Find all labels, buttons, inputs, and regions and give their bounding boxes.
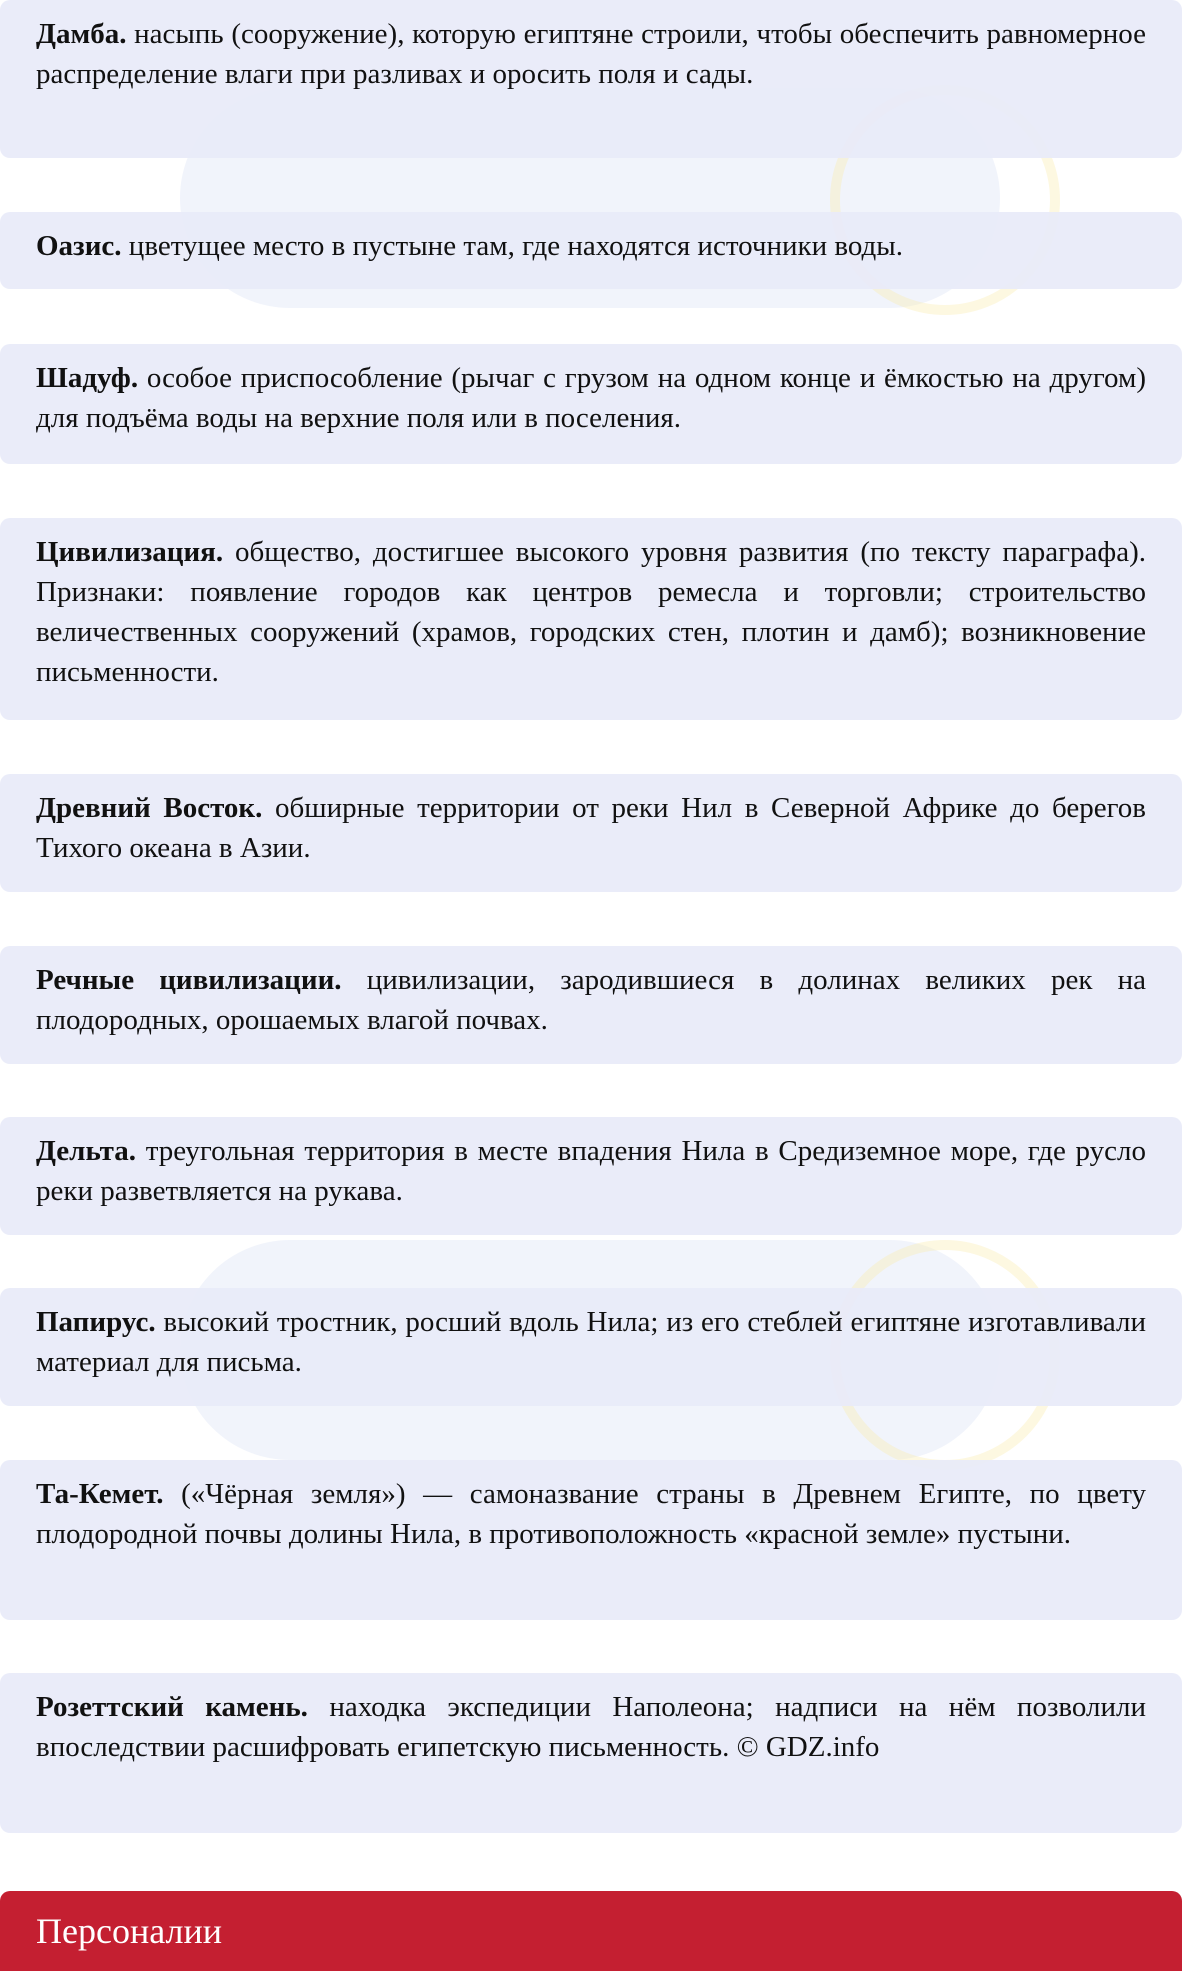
definition-card — [0, 1117, 1182, 1235]
definition: обширные территории от реки Нил в Северной Африке до берегов Тихого океана в Азии. — [36, 792, 1147, 864]
term: Оазис. — [36, 230, 122, 262]
definition-card — [0, 344, 1182, 464]
term: Папирус. — [36, 1306, 156, 1338]
section-header-bar — [0, 1891, 1182, 1971]
definition: общество, достигшее высокого уровня развития (по тексту параграфа). Признаки: появление городов как центров ремесла и торговли; строительство величественных сооружений (храмов, городских стен, плотин и дамб); возникновение письменности. — [36, 536, 1146, 688]
term: Дельта. — [36, 1135, 137, 1167]
definition: высокий тростник, росший вдоль Нила; из его стеблей египтяне изготавливали материал для письма. — [36, 1306, 1147, 1378]
definition: находка экспедиции Наполеона; надписи на нём позволили впоследствии расшифровать египетскую письменность. © GDZ.info — [36, 1691, 1146, 1763]
definition: («Чёрная земля») — самоназвание страны в Древнем Египте, по цвету плодородной почвы долины Нила, в противоположность «красной земле» пустыни. — [36, 1478, 1147, 1550]
definition-card — [0, 1288, 1182, 1406]
definition-card — [0, 1460, 1182, 1620]
definition: насыпь (сооружение), которую египтяне строили, чтобы обеспечить равномерное распределение влаги при разливах и оросить поля и сады. — [36, 18, 1146, 90]
term: Дамба. — [36, 18, 127, 50]
definition-card — [0, 0, 1182, 158]
definition: особое приспособление (рычаг с грузом на одном конце и ёмкостью на другом) для подъёма воды на верхние поля или в поселения. — [36, 362, 1146, 434]
definition-card — [0, 946, 1182, 1064]
section-header-title: Персоналии — [36, 1911, 223, 1951]
term: Древний Восток. — [36, 792, 263, 824]
term: Шадуф. — [36, 362, 139, 394]
definition-card — [0, 212, 1182, 289]
definition: цивилизации, зародившиеся в долинах великих рек на плодородных, орошаемых влагой почвах. — [36, 964, 1146, 1036]
term: Речные цивилизации. — [36, 964, 342, 996]
definition: треугольная территория в месте впадения Нила в Средиземное море, где русло реки разветвляется на рукава. — [36, 1135, 1146, 1207]
term: Цивилизация. — [36, 536, 224, 568]
term: Та-Кемет. — [36, 1478, 164, 1510]
definition: цветущее место в пустыне там, где находятся источники воды. — [128, 230, 903, 262]
definition-card — [0, 518, 1182, 720]
definition-card — [0, 1673, 1182, 1833]
term: Розеттский камень. — [36, 1691, 308, 1723]
definition-card — [0, 774, 1182, 892]
